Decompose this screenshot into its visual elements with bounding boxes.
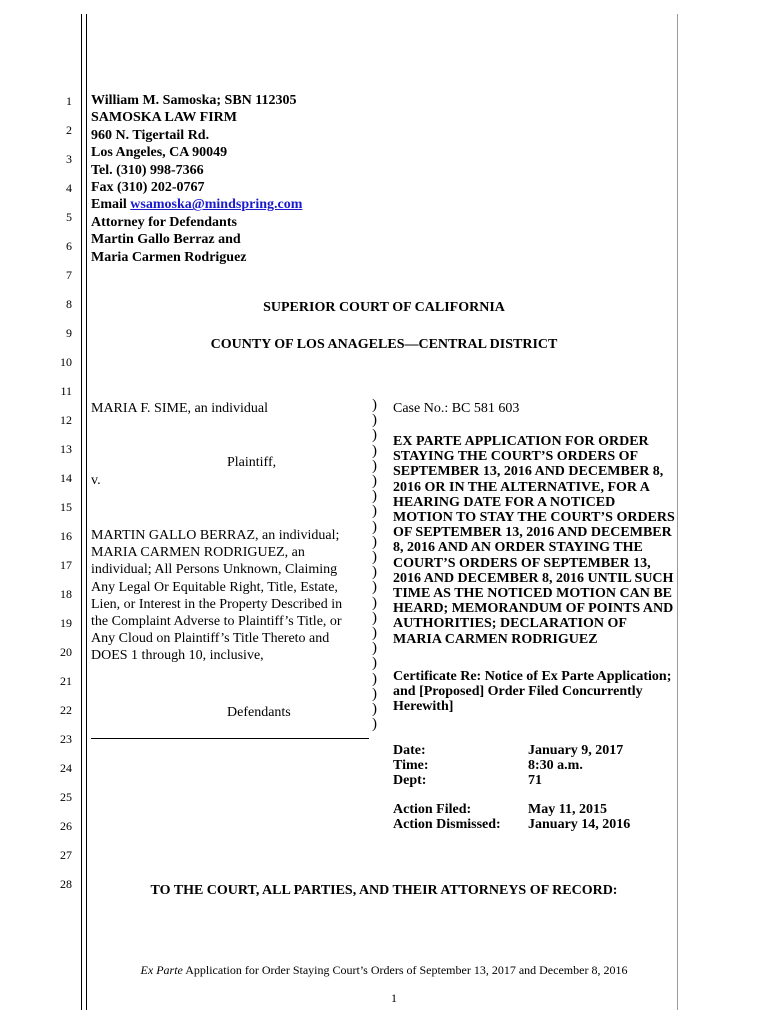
line-number: 15 — [60, 500, 72, 514]
line-number: 24 — [60, 761, 72, 775]
line-number: 9 — [66, 326, 72, 340]
line-number: 23 — [60, 732, 72, 746]
action-filed-value: May 11, 2015 — [528, 802, 607, 817]
line-number: 26 — [60, 819, 72, 833]
action-dismissed-label: Action Dismissed: — [393, 817, 501, 832]
plaintiff-label: Plaintiff, — [227, 455, 277, 470]
street-address: 960 N. Tigertail Rd. — [91, 127, 210, 143]
email-label: Email — [91, 197, 131, 213]
hearing-dept-value: 71 — [528, 773, 542, 788]
line-number: 27 — [60, 848, 72, 862]
caption-paren-column: ) ) ) ) ) ) ) ) ) ) ) ) ) ) ) ) ) ) ) ) ) ) — [372, 397, 377, 733]
line-number: 13 — [60, 442, 72, 456]
court-county: COUNTY OF LOS ANAGELES—CENTRAL DISTRICT — [210, 337, 558, 352]
page-number: 1 — [391, 991, 397, 1005]
case-number: Case No.: BC 581 603 — [393, 401, 520, 416]
line-number: 8 — [66, 297, 72, 311]
hearing-date-value: January 9, 2017 — [528, 743, 624, 758]
plaintiff-name: MARIA F. SIME, an individual — [91, 401, 268, 416]
line-number: 4 — [66, 181, 72, 195]
line-number: 22 — [60, 703, 72, 717]
line-number: 11 — [60, 384, 72, 398]
defendants-names: MARTIN GALLO BERRAZ, an individual; MARIA CARMEN RODRIGUEZ, an individual; All Persons Unknown, Claiming Any Legal Or Equitable Right, Title, Estate, Lien, or Interest in the Property Described in the Complaint Adverse to Plaintiff’s Title, or Any Cloud on Plaintiff’s Title Thereto and DOES 1 through 10, inclusive, — [91, 528, 343, 664]
hearing-dept-label: Dept: — [393, 773, 427, 788]
firm-name: SAMOSKA LAW FIRM — [91, 110, 237, 126]
footer-text: Application for Order Staying Court’s Orders of September 13, 2017 and December 8, 2016 — [182, 963, 628, 977]
city-address: Los Angeles, CA 90049 — [91, 145, 228, 161]
attorney-name-bar: William M. Samoska; SBN 112305 — [91, 93, 297, 108]
client-name-1: Martin Gallo Berraz and — [91, 232, 241, 248]
line-number: 21 — [60, 674, 72, 688]
line-number: 17 — [60, 558, 72, 572]
versus: v. — [91, 473, 101, 488]
line-number: 12 — [60, 413, 72, 427]
telephone: Tel. (310) 998-7366 — [91, 162, 204, 178]
hearing-date-label: Date: — [393, 743, 426, 758]
line-number: 6 — [66, 239, 72, 253]
left-margin-rule-inner — [86, 14, 87, 1010]
line-number: 10 — [60, 355, 72, 369]
line-number: 2 — [66, 123, 72, 137]
client-name-2: Maria Carmen Rodriguez — [91, 249, 247, 265]
line-number: 25 — [60, 790, 72, 804]
line-number: 19 — [60, 616, 72, 630]
line-number: 20 — [60, 645, 72, 659]
line-number: 16 — [60, 529, 72, 543]
court-name: SUPERIOR COURT OF CALIFORNIA — [263, 300, 505, 315]
line-number: 3 — [66, 152, 72, 166]
email-row — [91, 196, 302, 213]
caption-bottom-rule — [91, 738, 369, 739]
fax: Fax (310) 202-0767 — [91, 180, 205, 196]
line-number: 1 — [66, 94, 72, 108]
motion-title: EX PARTE APPLICATION FOR ORDER STAYING THE COURT’S ORDERS OF SEPTEMBER 13, 2016 AND DECEMBER 8, 2016 OR IN THE ALTERNATIVE, FOR A HEARING DATE FOR A NOTICED MOTION TO STAY THE COURT’S ORDERS OF SEPTEMBER 13, 2016 AND DECEMBER 8, 2016 AND AN ORDER STAYING THE COURT’S ORDERS OF SEPTEMBER 13, 2016 AND DECEMBER 8, 2016 UNTIL SUCH TIME AS THE NOTICED MOTION CAN BE HEARD; MEMORANDUM OF POINTS AND AUTHORITIES; DECLARATION OF MARIA CARMEN RODRIGUEZ — [393, 434, 675, 647]
email-link[interactable]: wsamoska@mindspring.com — [130, 197, 303, 213]
hearing-info — [393, 743, 678, 791]
left-margin-rule-outer — [81, 14, 82, 1010]
line-number: 18 — [60, 587, 72, 601]
hearing-time-label: Time: — [393, 758, 429, 773]
certificate-note: Certificate Re: Notice of Ex Parte Application; and [Proposed] Order Filed Concurrently Herewith] — [393, 669, 672, 714]
line-number: 7 — [66, 268, 72, 282]
defendants-label: Defendants — [227, 705, 291, 720]
footer-italic: Ex Parte — [140, 963, 183, 977]
line-number: 28 — [60, 877, 72, 891]
filing-info — [393, 802, 678, 834]
line-number: 5 — [66, 210, 72, 224]
hearing-time-value: 8:30 a.m. — [528, 758, 583, 773]
action-filed-label: Action Filed: — [393, 802, 472, 817]
salutation: TO THE COURT, ALL PARTIES, AND THEIR ATTORNEYS OF RECORD: — [150, 883, 618, 898]
attorney-block — [91, 92, 302, 266]
line-number: 14 — [60, 471, 72, 485]
action-dismissed-value: January 14, 2016 — [528, 817, 631, 832]
page-footer — [91, 963, 677, 978]
attorney-role: Attorney for Defendants — [91, 214, 237, 230]
